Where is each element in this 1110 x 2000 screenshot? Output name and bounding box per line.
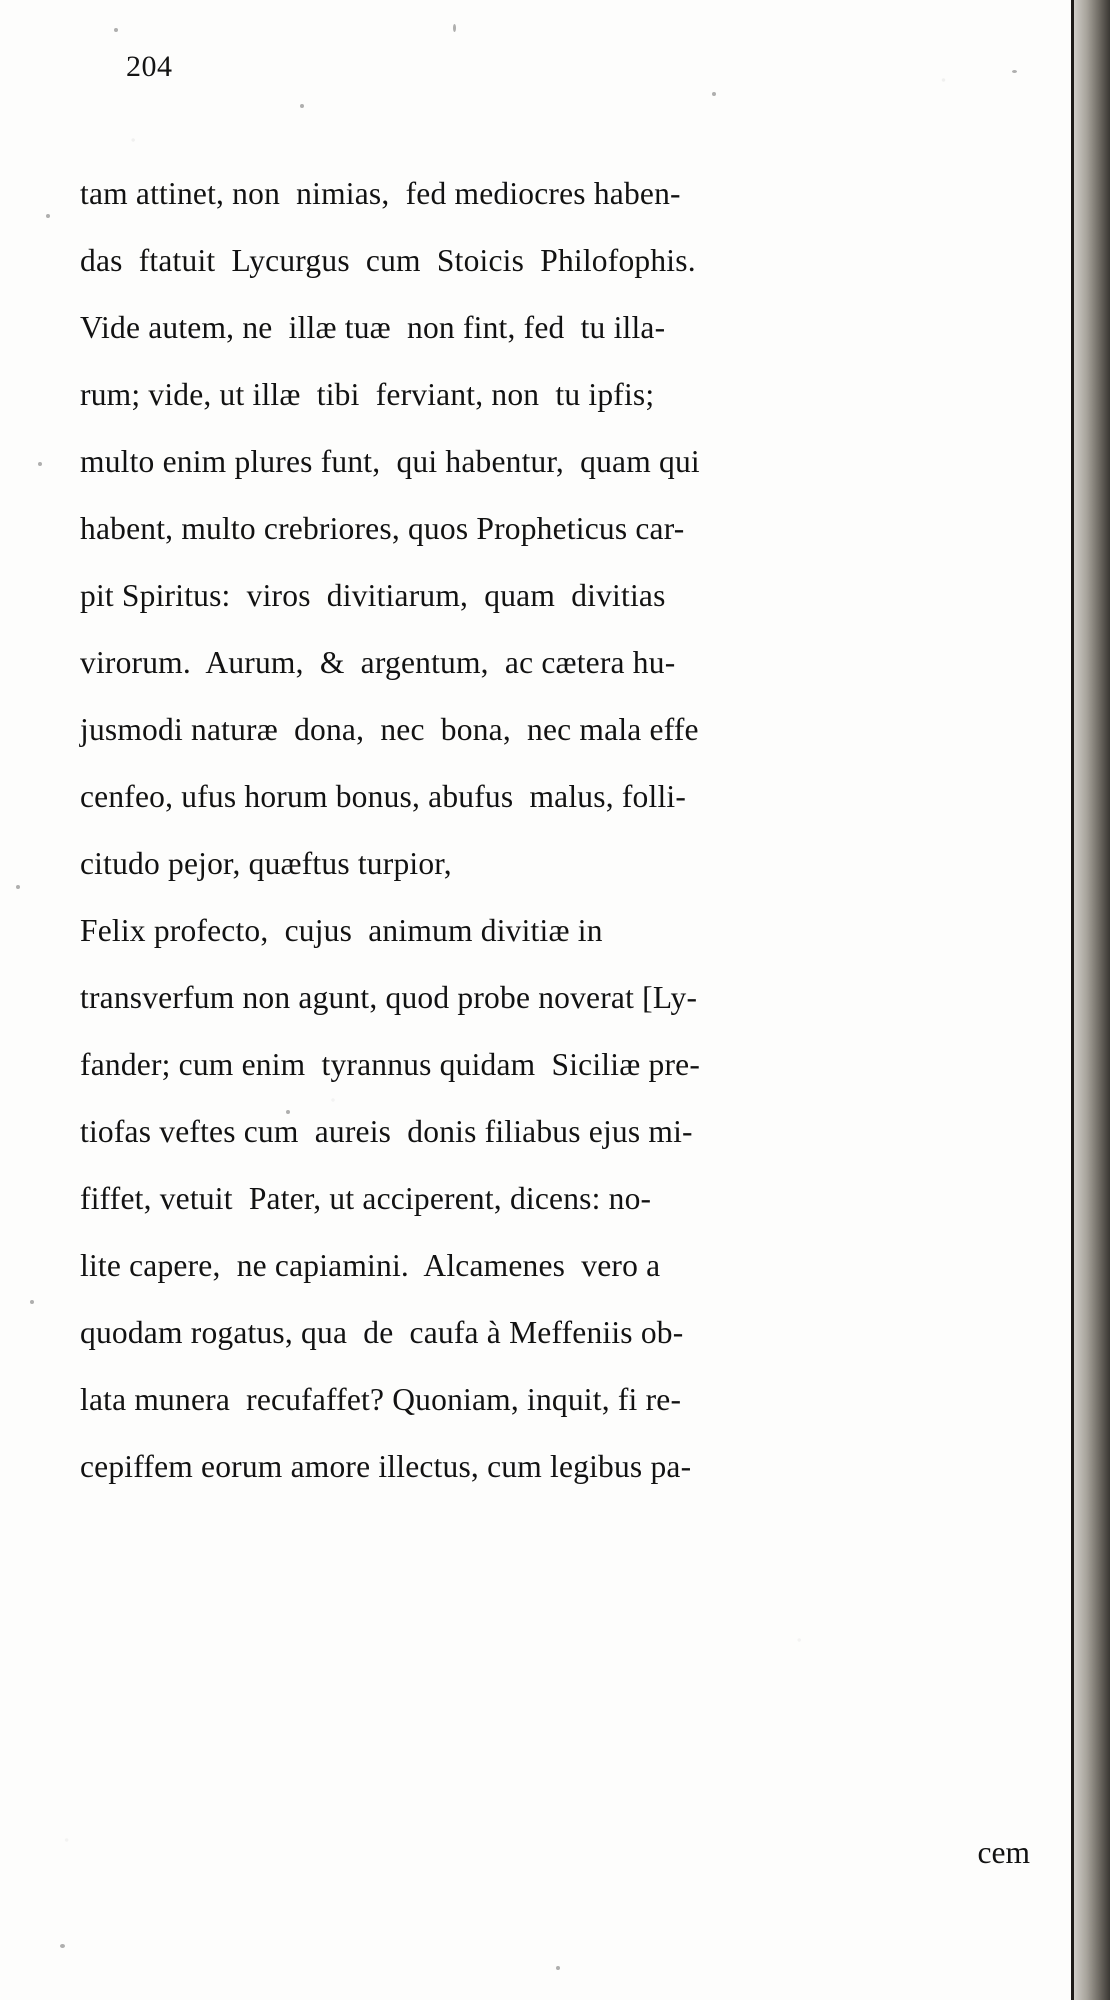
scan-speck: [60, 1944, 65, 1948]
text-line: citudo pejor, quæftus turpior,: [80, 846, 452, 881]
paragraph: [80, 897, 1050, 1500]
text-line: jusmodi naturæ dona, nec bona, nec mala effe: [80, 712, 699, 747]
scan-speck: [300, 104, 304, 108]
text-line: tiofas veftes cum aureis donis filiabus ejus mi-: [80, 1114, 693, 1149]
text-line: fiffet, vetuit Pater, ut acciperent, dicens: no-: [80, 1181, 652, 1216]
paragraph: [80, 160, 1050, 897]
text-line: Felix profecto, cujus animum divitiæ in: [80, 913, 603, 948]
text-line: das ftatuit Lycurgus cum Stoicis Philofophis.: [80, 243, 696, 278]
page-text-body: [80, 160, 1050, 1500]
catchword: cem: [977, 1835, 1030, 1870]
text-line: lata munera recufaffet? Quoniam, inquit, fi re-: [80, 1382, 682, 1417]
text-line: Vide autem, ne illæ tuæ non fint, fed tu illa-: [80, 310, 666, 345]
text-line: virorum. Aurum, & argentum, ac cætera hu-: [80, 645, 676, 680]
text-line: cepiffem eorum amore illectus, cum legibus pa-: [80, 1449, 692, 1484]
text-line: fander; cum enim tyrannus quidam Siciliæ pre-: [80, 1047, 701, 1082]
text-line: habent, multo crebriores, quos Propheticus car-: [80, 511, 685, 546]
scan-speck: [38, 462, 42, 466]
page-number: 204: [126, 50, 173, 83]
scan-speck: [712, 92, 716, 96]
text-line: tam attinet, non nimias, fed mediocres haben-: [80, 176, 681, 211]
text-line: multo enim plures funt, qui habentur, quam qui: [80, 444, 700, 479]
scan-speck: [1012, 70, 1017, 73]
scan-speck: [556, 1966, 560, 1970]
book-binding-edge: [1074, 0, 1110, 2000]
scan-speck: [114, 28, 118, 32]
text-line: rum; vide, ut illæ tibi ferviant, non tu ipfis;: [80, 377, 655, 412]
scan-speck: [46, 214, 50, 218]
text-line: cenfeo, ufus horum bonus, abufus malus, folli-: [80, 779, 687, 814]
scan-speck: [30, 1300, 34, 1304]
text-line: quodam rogatus, qua de caufa à Meffeniis ob-: [80, 1315, 684, 1350]
text-line: pit Spiritus: viros divitiarum, quam divitias: [80, 578, 666, 613]
text-line: lite capere, ne capiamini. Alcamenes vero a: [80, 1248, 661, 1283]
scan-speck: [453, 24, 456, 32]
scan-speck: [16, 885, 20, 889]
text-line: transverfum non agunt, quod probe noverat [Ly-: [80, 980, 698, 1015]
